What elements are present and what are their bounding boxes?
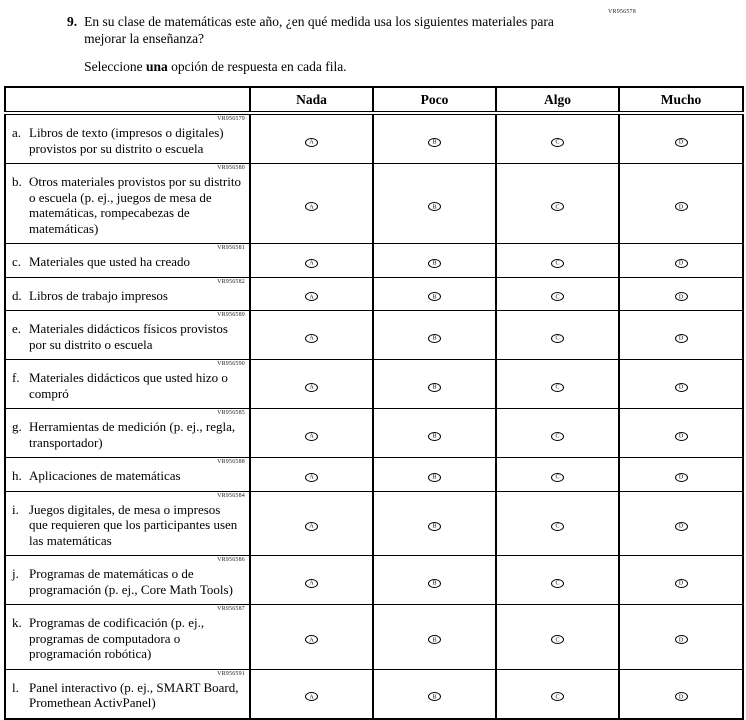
row-label-cell — [5, 556, 250, 605]
response-bubble-nada[interactable] — [305, 692, 318, 701]
option-cell — [373, 113, 496, 164]
bubble-letter: B — [432, 637, 437, 644]
response-bubble-poco[interactable] — [428, 202, 441, 211]
bubble-letter: D — [678, 204, 684, 210]
option-cell — [250, 669, 373, 719]
bubble-letter: C — [555, 204, 560, 210]
row-label-text: Panel interactivo (p. ej., SMART Board, Promethean ActivPanel) — [29, 679, 239, 710]
bubble-letter: A — [309, 139, 314, 146]
response-bubble-nada[interactable] — [305, 383, 318, 392]
response-bubble-nada[interactable] — [305, 473, 318, 482]
bubble-letter: D — [678, 474, 684, 481]
bubble-letter: D — [678, 139, 684, 146]
response-bubble-algo[interactable] — [551, 334, 564, 343]
option-cell — [619, 556, 743, 605]
response-bubble-nada[interactable] — [305, 432, 318, 441]
bubble-letter: C — [555, 433, 560, 440]
row-code: VR956591 — [217, 670, 245, 677]
bubble-letter: A — [309, 474, 314, 481]
table-row — [5, 409, 743, 458]
option-cell — [496, 311, 619, 360]
option-cell — [250, 164, 373, 244]
response-bubble-algo[interactable] — [551, 202, 564, 211]
option-cell — [373, 556, 496, 605]
row-label-cell — [5, 113, 250, 164]
bubble-letter: D — [678, 580, 684, 587]
row-code: VR956581 — [217, 245, 245, 251]
option-cell — [619, 669, 743, 719]
response-bubble-poco[interactable] — [428, 432, 441, 441]
bubble-letter: D — [678, 694, 684, 700]
table-row — [5, 244, 743, 278]
row-label-cell — [5, 164, 250, 244]
table-row — [5, 605, 743, 670]
row-label-cell — [5, 277, 250, 311]
row-label-text: Juegos digitales, de mesa o impresos que requieren que los participantes usen las matemáticas — [29, 501, 238, 548]
bubble-letter: A — [309, 384, 314, 391]
response-bubble-algo[interactable] — [551, 522, 564, 531]
bubble-letter: A — [309, 694, 314, 700]
bubble-letter: D — [678, 523, 684, 530]
row-code: VR956588 — [217, 459, 245, 465]
row-label-cell — [5, 669, 250, 719]
bubble-letter: A — [309, 260, 314, 267]
question-text: En su clase de matemáticas este año, ¿en qué medida usa los siguientes materiales para mejorar la enseñanza? — [84, 14, 554, 46]
corner-cell — [5, 87, 250, 113]
column-header-poco: Poco — [373, 87, 496, 113]
option-cell — [373, 311, 496, 360]
row-label-cell — [5, 409, 250, 458]
table-row — [5, 164, 743, 244]
option-cell — [496, 164, 619, 244]
option-cell — [619, 605, 743, 670]
bubble-letter: C — [555, 523, 560, 530]
row-letter-prefix: j. — [12, 566, 19, 581]
header-row — [5, 87, 743, 113]
bubble-letter: C — [555, 335, 560, 342]
response-bubble-mucho[interactable] — [675, 383, 688, 392]
table-row — [5, 360, 743, 409]
response-bubble-mucho[interactable] — [675, 259, 688, 268]
response-bubble-poco[interactable] — [428, 522, 441, 531]
option-cell — [250, 311, 373, 360]
bubble-letter: A — [309, 433, 314, 440]
option-cell — [619, 113, 743, 164]
row-code: VR956586 — [217, 557, 245, 563]
question-block — [67, 13, 607, 75]
response-bubble-nada[interactable] — [305, 259, 318, 268]
response-bubble-algo[interactable] — [551, 579, 564, 588]
response-bubble-algo[interactable] — [551, 138, 564, 147]
response-bubble-poco[interactable] — [428, 292, 441, 301]
response-bubble-nada[interactable] — [305, 202, 318, 211]
row-code: VR956589 — [217, 312, 245, 318]
row-letter-prefix: l. — [12, 679, 19, 695]
response-bubble-nada[interactable] — [305, 292, 318, 301]
option-cell — [373, 164, 496, 244]
response-bubble-nada[interactable] — [305, 579, 318, 588]
option-cell — [496, 277, 619, 311]
row-letter-prefix: h. — [12, 468, 22, 483]
option-cell — [619, 244, 743, 278]
row-code: VR956580 — [217, 165, 245, 171]
bubble-letter: B — [432, 523, 437, 530]
option-cell — [373, 244, 496, 278]
bubble-letter: C — [555, 384, 560, 391]
bubble-letter: B — [432, 139, 437, 146]
response-bubble-mucho[interactable] — [675, 138, 688, 147]
response-bubble-poco[interactable] — [428, 579, 441, 588]
table-row — [5, 669, 743, 719]
response-bubble-algo[interactable] — [551, 432, 564, 441]
row-label-text: Libros de texto (impresos o digitales) provistos por su distrito o escuela — [29, 125, 224, 156]
option-cell — [496, 491, 619, 556]
column-header-algo: Algo — [496, 87, 619, 113]
bubble-letter: B — [432, 294, 437, 301]
column-header-nada: Nada — [250, 87, 373, 113]
option-cell — [373, 458, 496, 492]
bubble-letter: A — [309, 637, 314, 644]
row-code: VR956587 — [217, 606, 245, 612]
response-bubble-algo[interactable] — [551, 692, 564, 701]
option-cell — [250, 409, 373, 458]
option-cell — [373, 491, 496, 556]
bubble-letter: B — [432, 694, 437, 700]
row-letter-prefix: d. — [12, 287, 22, 303]
column-header-mucho: Mucho — [619, 87, 743, 113]
bubble-letter: C — [555, 294, 560, 301]
option-cell — [250, 458, 373, 492]
row-letter-prefix: g. — [12, 419, 22, 434]
row-letter-prefix: k. — [12, 615, 22, 630]
row-code: VR956582 — [217, 278, 245, 285]
row-letter-prefix: i. — [12, 501, 19, 517]
bubble-letter: D — [678, 294, 684, 301]
bubble-letter: C — [555, 260, 560, 267]
response-bubble-mucho[interactable] — [675, 292, 688, 301]
option-cell — [619, 458, 743, 492]
table-row — [5, 556, 743, 605]
option-cell — [373, 669, 496, 719]
bubble-letter: B — [432, 474, 437, 481]
option-cell — [496, 409, 619, 458]
bubble-letter: B — [432, 260, 437, 267]
response-bubble-mucho[interactable] — [675, 579, 688, 588]
bubble-letter: A — [309, 335, 314, 342]
response-bubble-poco[interactable] — [428, 383, 441, 392]
response-bubble-mucho[interactable] — [675, 692, 688, 701]
option-cell — [619, 360, 743, 409]
form-code-top: VR956578 — [608, 9, 636, 15]
option-cell — [496, 113, 619, 164]
bubble-letter: A — [309, 523, 314, 530]
response-bubble-mucho[interactable] — [675, 432, 688, 441]
response-bubble-poco[interactable] — [428, 635, 441, 644]
row-label-text: Libros de trabajo impresos — [29, 287, 168, 303]
row-code: VR956584 — [217, 492, 245, 499]
response-bubble-mucho[interactable] — [675, 522, 688, 531]
row-label-text: Aplicaciones de matemáticas — [29, 468, 181, 483]
row-code: VR956585 — [217, 410, 245, 416]
option-cell — [496, 360, 619, 409]
row-label-cell — [5, 360, 250, 409]
row-label-text: Programas de matemáticas o de programación (p. ej., Core Math Tools) — [29, 566, 233, 597]
instruction-prefix: Seleccione — [84, 59, 146, 74]
row-letter-prefix: c. — [12, 254, 22, 269]
option-cell — [619, 491, 743, 556]
table-row — [5, 458, 743, 492]
option-cell — [250, 491, 373, 556]
option-cell — [619, 277, 743, 311]
option-cell — [373, 277, 496, 311]
option-cell — [250, 556, 373, 605]
bubble-letter: D — [678, 260, 684, 267]
bubble-letter: D — [678, 335, 684, 342]
response-bubble-mucho[interactable] — [675, 473, 688, 482]
response-bubble-nada[interactable] — [305, 522, 318, 531]
response-bubble-poco[interactable] — [428, 692, 441, 701]
response-bubble-mucho[interactable] — [675, 202, 688, 211]
bubble-letter: A — [309, 294, 314, 301]
option-cell — [373, 360, 496, 409]
bubble-letter: C — [555, 474, 560, 481]
response-bubble-mucho[interactable] — [675, 334, 688, 343]
bubble-letter: B — [432, 384, 437, 391]
row-letter-prefix: f. — [12, 370, 20, 385]
response-matrix — [4, 86, 744, 720]
option-cell — [496, 605, 619, 670]
bubble-letter: D — [678, 384, 684, 391]
response-bubble-poco[interactable] — [428, 138, 441, 147]
table-row — [5, 311, 743, 360]
bubble-letter: B — [432, 580, 437, 587]
option-cell — [496, 244, 619, 278]
bubble-letter: B — [432, 335, 437, 342]
row-label-cell — [5, 491, 250, 556]
table-row — [5, 491, 743, 556]
row-label-text: Herramientas de medición (p. ej., regla, transportador) — [29, 419, 236, 450]
row-code: VR956579 — [217, 116, 245, 122]
row-label-text: Programas de codificación (p. ej., programas de computadora o programación robótica) — [29, 615, 205, 661]
response-bubble-algo[interactable] — [551, 292, 564, 301]
row-label-text: Materiales didácticos que usted hizo o compró — [29, 370, 228, 401]
row-label-cell — [5, 311, 250, 360]
response-bubble-poco[interactable] — [428, 334, 441, 343]
response-bubble-nada[interactable] — [305, 138, 318, 147]
bubble-letter: D — [678, 433, 684, 440]
option-cell — [496, 669, 619, 719]
response-bubble-nada[interactable] — [305, 635, 318, 644]
option-cell — [250, 277, 373, 311]
response-bubble-algo[interactable] — [551, 635, 564, 644]
option-cell — [619, 311, 743, 360]
table-row — [5, 113, 743, 164]
instruction-text — [84, 58, 599, 75]
bubble-letter: B — [432, 204, 437, 210]
option-cell — [496, 556, 619, 605]
option-cell — [373, 605, 496, 670]
response-bubble-algo[interactable] — [551, 259, 564, 268]
row-code: VR956590 — [217, 361, 245, 367]
option-cell — [619, 164, 743, 244]
bubble-letter: D — [678, 637, 684, 644]
option-cell — [496, 458, 619, 492]
row-label-cell — [5, 458, 250, 492]
bubble-letter: B — [432, 433, 437, 440]
option-cell — [250, 360, 373, 409]
row-label-cell — [5, 244, 250, 278]
question-number: 9. — [67, 14, 78, 29]
response-bubble-poco[interactable] — [428, 259, 441, 268]
option-cell — [250, 605, 373, 670]
option-cell — [250, 244, 373, 278]
row-label-text: Materiales didácticos físicos provistos por su distrito o escuela — [29, 321, 228, 352]
response-bubble-nada[interactable] — [305, 334, 318, 343]
bubble-letter: C — [555, 637, 560, 644]
instruction-suffix: opción de respuesta en cada fila. — [167, 59, 347, 74]
bubble-letter: C — [555, 580, 560, 587]
row-letter-prefix: b. — [12, 174, 22, 189]
row-letter-prefix: e. — [12, 321, 22, 336]
bubble-letter: A — [309, 580, 314, 587]
response-bubble-algo[interactable] — [551, 383, 564, 392]
option-cell — [250, 113, 373, 164]
option-cell — [619, 409, 743, 458]
row-letter-prefix: a. — [12, 125, 22, 140]
row-label-text: Materiales que usted ha creado — [29, 254, 190, 269]
response-bubble-mucho[interactable] — [675, 635, 688, 644]
option-cell — [373, 409, 496, 458]
bubble-letter: C — [555, 139, 560, 146]
bubble-letter: A — [309, 204, 314, 210]
row-label-text: Otros materiales provistos por su distrito o escuela (p. ej., juegos de mesa de matemáticas, rompecabezas de matemáticas) — [29, 174, 241, 236]
instruction-bold-word: una — [145, 59, 168, 74]
table-row — [5, 277, 743, 311]
response-bubble-algo[interactable] — [551, 473, 564, 482]
response-bubble-poco[interactable] — [428, 473, 441, 482]
bubble-letter: C — [555, 694, 560, 700]
row-label-cell — [5, 605, 250, 670]
